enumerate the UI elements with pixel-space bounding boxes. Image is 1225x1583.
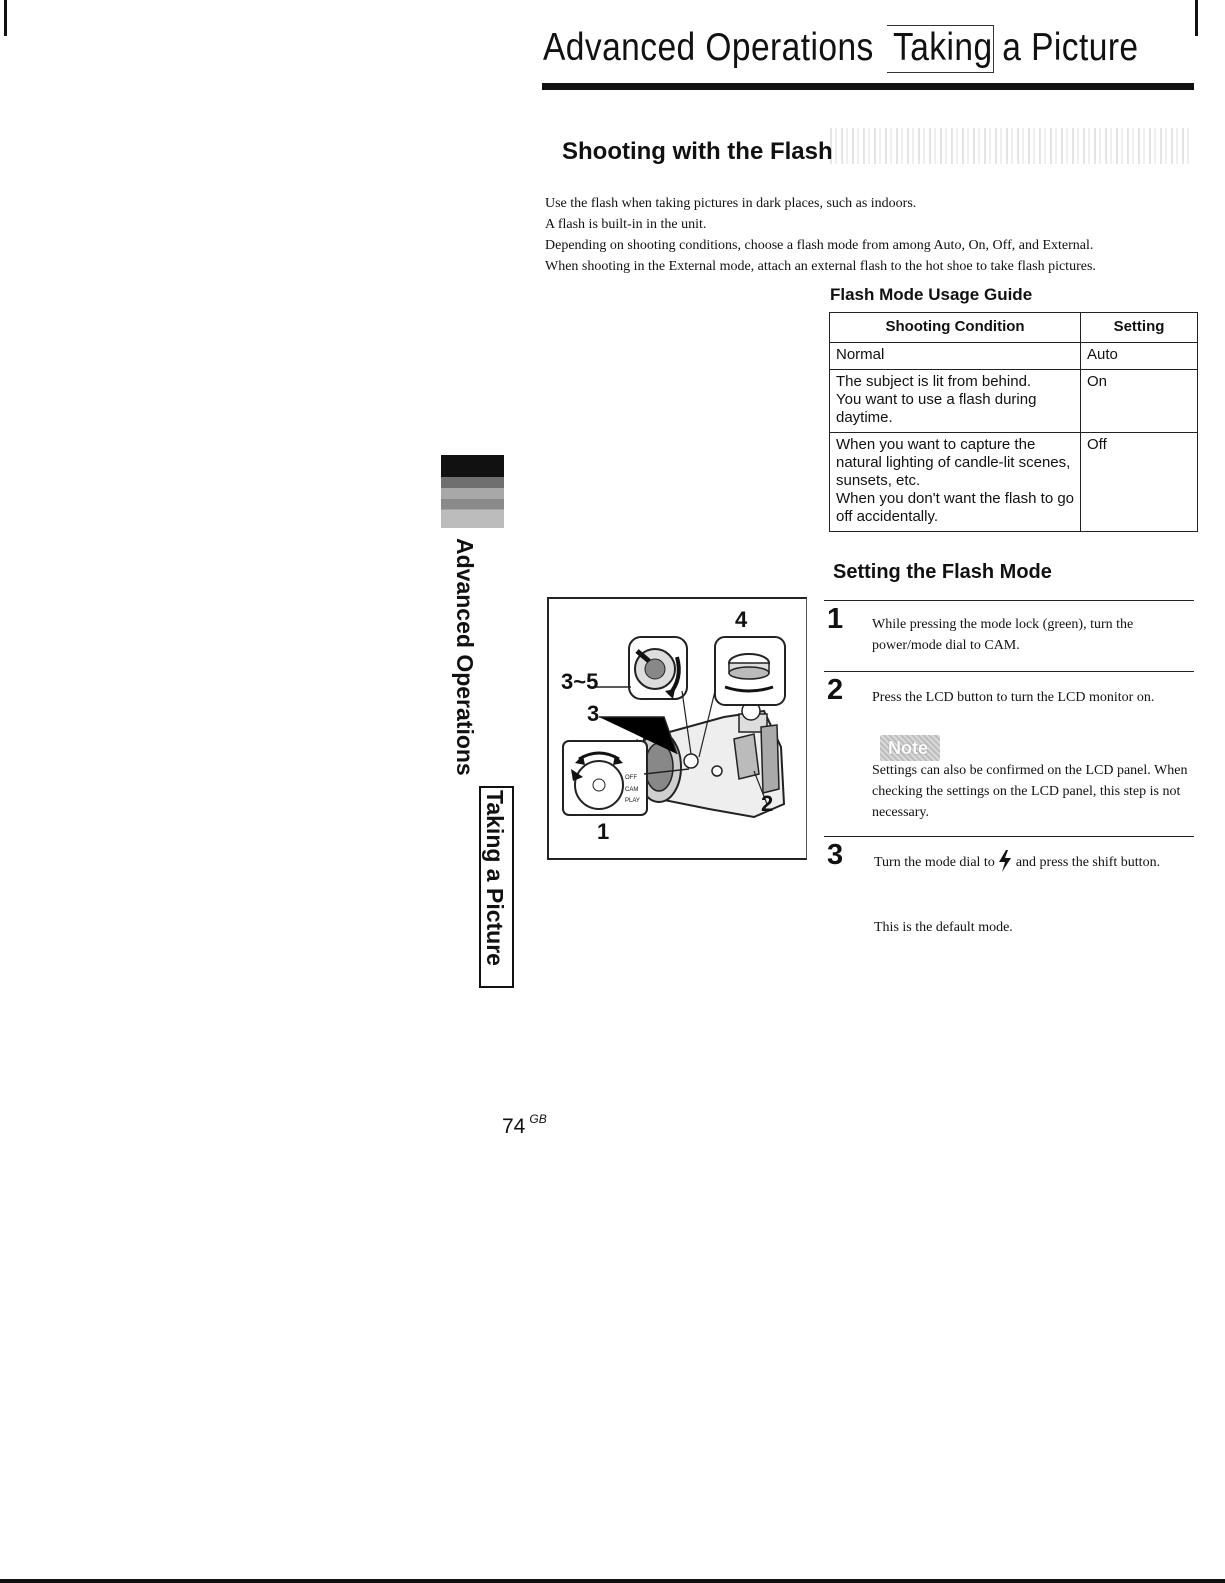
- step-rule: [824, 836, 1194, 837]
- callout-3: 3: [587, 701, 600, 726]
- dial-label-off: OFF: [625, 775, 637, 781]
- callout-3-5: 3~5: [561, 669, 599, 694]
- condition-cell: [830, 343, 1081, 370]
- step-text: While pressing the mode lock (green), turn the power/mode dial to CAM.: [872, 617, 1134, 653]
- side-tab-marker: [441, 455, 504, 528]
- table-row: [830, 370, 1198, 433]
- margin-mark-right: [1195, 0, 1198, 36]
- note-text: Settings can also be confirmed on the LCD panel. When checking the settings on the LCD panel, this step is not necessary.: [872, 763, 1188, 820]
- page-number-value: 74: [502, 1115, 526, 1138]
- setting-cell: Auto: [1081, 343, 1198, 370]
- condition-line: Normal: [836, 346, 885, 363]
- step-number: 3: [827, 839, 844, 871]
- note-label: Note: [888, 738, 928, 758]
- setting-cell: Off: [1081, 433, 1198, 532]
- banner-texture: [830, 128, 1190, 164]
- camera-illustration: [547, 597, 807, 860]
- camera-drawing: [549, 599, 806, 858]
- dial-label-cam: CAM: [625, 787, 639, 793]
- dial-label-play: PLAY: [625, 798, 640, 804]
- step-text-before: Turn the mode dial to: [874, 855, 995, 870]
- condition-cell: [830, 433, 1081, 532]
- intro-line: Depending on shooting conditions, choose a flash mode from among Auto, On, Off, and External.: [545, 238, 1094, 253]
- header-setting: Setting: [1081, 313, 1198, 343]
- condition-line: When you don't want the flash to go off accidentally.: [836, 490, 1075, 525]
- condition-cell: [830, 370, 1081, 433]
- intro-line: Use the flash when taking pictures in dark places, such as indoors.: [545, 196, 917, 211]
- table-row: [830, 433, 1198, 532]
- condition-line: The subject is lit from behind.: [836, 373, 1032, 390]
- table-header-row: [830, 313, 1198, 343]
- intro-line: A flash is built-in in the unit.: [545, 217, 707, 232]
- page-number: [502, 1112, 547, 1139]
- header-chapter: Advanced Operations: [543, 26, 874, 69]
- step-number: 2: [827, 674, 844, 706]
- step-text-after: and press the shift button.: [1015, 855, 1161, 870]
- side-tab-chapter: Advanced Operations: [452, 538, 478, 776]
- flash-icon: [998, 850, 1012, 872]
- side-tab-section: Taking a Picture: [482, 790, 508, 966]
- step-result: This is the default mode.: [874, 920, 1013, 935]
- callout-4: 4: [735, 607, 748, 632]
- intro-line: When shooting in the External mode, attach an external flash to the hot shoe to take flash pictures.: [545, 259, 1096, 274]
- step-number: 1: [827, 603, 844, 635]
- flash-mode-table: [829, 312, 1198, 532]
- table-title: Flash Mode Usage Guide: [830, 285, 1033, 304]
- condition-line: When you want to capture the natural lighting of candle-lit scenes, sunsets, etc.: [836, 436, 1071, 489]
- step-rule: [824, 600, 1194, 601]
- header-rule: [542, 83, 1194, 90]
- margin-mark-left: [4, 0, 7, 36]
- bottom-edge: [0, 1579, 1225, 1583]
- table-row: [830, 343, 1198, 370]
- header-condition: Shooting Condition: [830, 313, 1081, 343]
- intro-text: [545, 193, 1195, 277]
- header-section: Taking a Picture: [893, 26, 1139, 69]
- page-region: GB: [529, 1112, 547, 1126]
- step-rule: [824, 671, 1194, 672]
- setting-cell: On: [1081, 370, 1198, 433]
- setting-heading: Setting the Flash Mode: [833, 561, 1052, 583]
- step-text: Press the LCD button to turn the LCD monitor on.: [872, 690, 1155, 705]
- callout-2: 2: [761, 791, 774, 816]
- callout-1: 1: [597, 819, 610, 844]
- step-text: [874, 850, 1174, 873]
- section-title: Shooting with the Flash: [562, 138, 833, 165]
- condition-line: You want to use a flash during daytime.: [836, 391, 1037, 426]
